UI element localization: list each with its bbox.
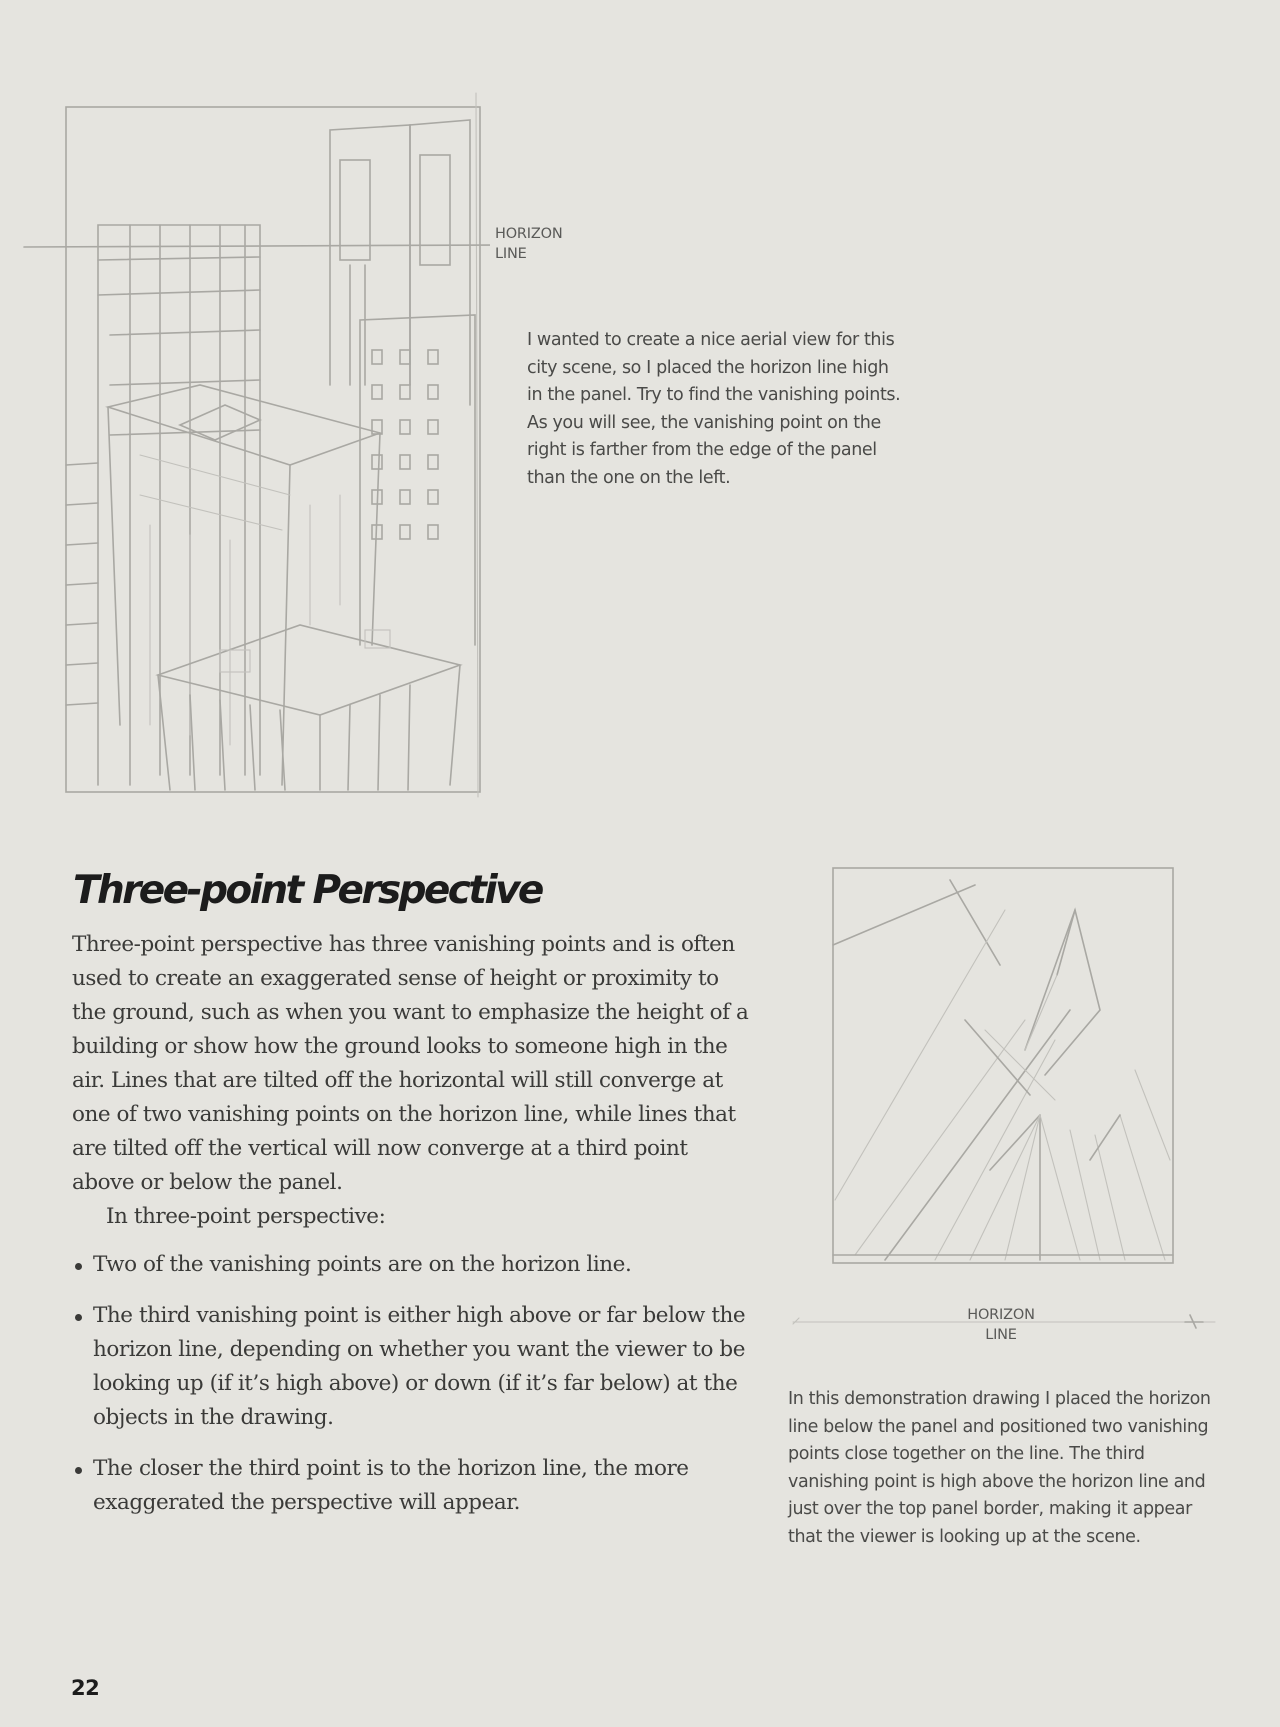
three-point-demo-sketch [825, 860, 1185, 1270]
caption-line: just over the top panel border, making it appear [788, 1499, 1192, 1519]
section-body [72, 928, 752, 1537]
caption-line: As you will see, the vanishing point on the [527, 412, 881, 433]
section-heading: Three-point Perspective [73, 868, 542, 913]
caption-line: than the one on the left. [527, 467, 731, 488]
horizon-label-line-2: LINE [985, 1327, 1017, 1343]
body-paragraph: Three-point perspective has three vanishing points and is often used to create an exaggerated sense of height or proximity to the ground, such as when you want to emphasize the height of a building or show how the ground looks to someone high in the air. Lines that are tilted off the horizontal will still converge at one of two vanishing points on the horizon line, while lines that are tilted off the vertical will now converge at a third point above or below the panel. [72, 932, 749, 1195]
horizon-label-line-1: HORIZON [495, 226, 563, 242]
top-figure-caption [527, 327, 927, 492]
bullet-item: Two of the vanishing points are on the horizon line. [72, 1248, 752, 1282]
horizon-line-label-demo [961, 1305, 1041, 1345]
bullet-item: The closer the third point is to the horizon line, the more exaggerated the perspective will appear. [72, 1452, 752, 1520]
caption-line: vanishing point is high above the horizon line and [788, 1471, 1206, 1492]
caption-line: in the panel. Try to find the vanishing points. [527, 385, 901, 405]
horizon-line-label-top [495, 224, 562, 264]
bullet-list [72, 1248, 752, 1520]
caption-line: In this demonstration drawing I placed the horizon [788, 1389, 1211, 1409]
caption-line: that the viewer is looking up at the scene. [788, 1526, 1141, 1547]
caption-line: points close together on the line. The third [788, 1444, 1145, 1464]
caption-line: I wanted to create a nice aerial view for this [527, 330, 895, 350]
bullet-item: The third vanishing point is either high above or far below the horizon line, depending on whether you want the viewer to be looking up (if it’s high above) or down (if it’s far below) at the objects in the drawing. [72, 1299, 752, 1435]
demo-figure-caption [788, 1386, 1228, 1551]
horizon-label-line-1: HORIZON [967, 1307, 1035, 1323]
caption-line: city scene, so I placed the horizon line high [527, 357, 889, 378]
page-number: 22 [71, 1676, 100, 1700]
caption-line: right is farther from the edge of the panel [527, 440, 877, 460]
horizon-label-line-2: LINE [495, 246, 527, 262]
body-intro: In three-point perspective: [106, 1204, 386, 1229]
caption-line: line below the panel and positioned two vanishing [788, 1416, 1209, 1437]
city-aerial-sketch [20, 85, 490, 820]
